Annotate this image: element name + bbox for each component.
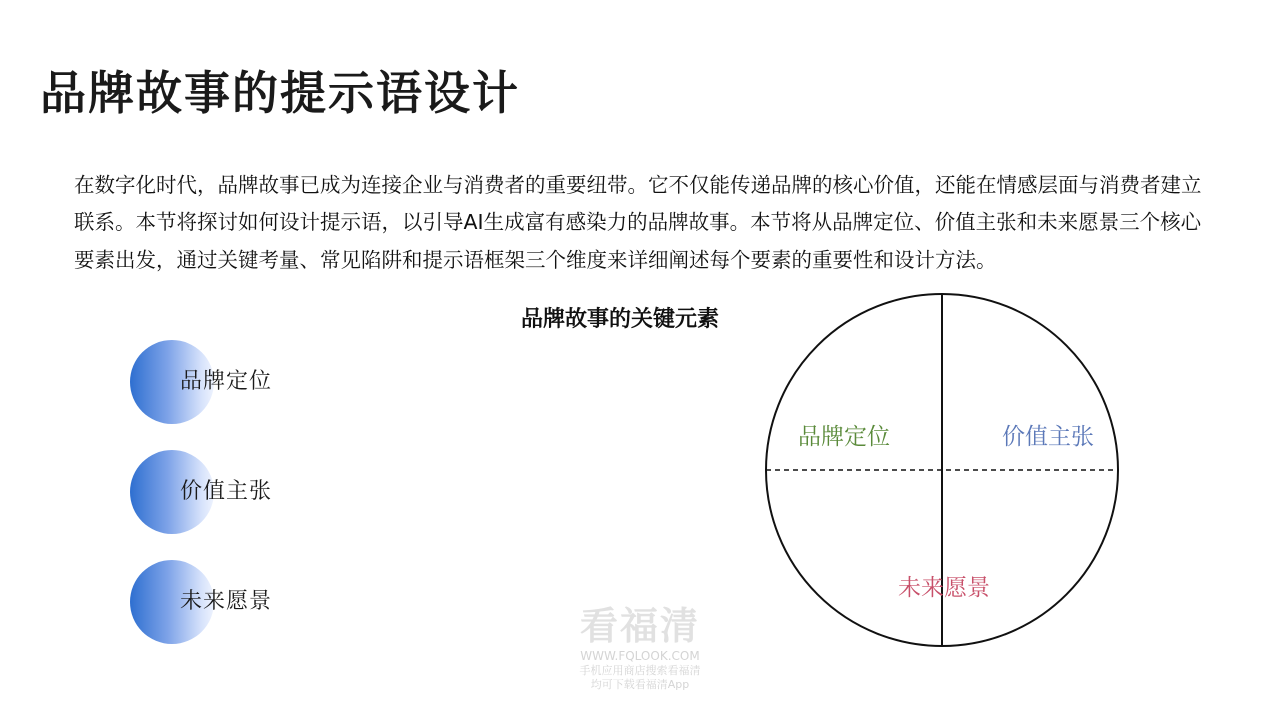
key-elements-list [130, 340, 430, 660]
element-item-future-vision [130, 560, 390, 644]
element-item-value-proposition [130, 450, 390, 534]
watermark-note-line2: 均可下载看福清App [590, 678, 690, 691]
diagram-title: 品牌故事的关键元素 [520, 307, 719, 332]
watermark [540, 604, 740, 692]
watermark-logo: 看福清 [579, 604, 700, 648]
element-item-brand-positioning [130, 340, 390, 424]
quadrant-label-top-left: 品牌定位 [798, 424, 890, 450]
element-label: 品牌定位 [180, 369, 273, 394]
watermark-note-line1: 手机应用商店搜索看福清 [579, 664, 701, 677]
quadrant-label-top-right: 价值主张 [1002, 424, 1094, 450]
element-label: 价值主张 [180, 479, 273, 504]
page-title: 品牌故事的提示语设计 [40, 65, 520, 120]
quadrant-circle-diagram [760, 290, 1124, 654]
quadrant-label-bottom: 未来愿景 [898, 575, 990, 601]
element-label: 未来愿景 [180, 589, 273, 614]
watermark-url: WWW.FQLOOK.COM [580, 649, 700, 663]
intro-paragraph: 在数字化时代，品牌故事已成为连接企业与消费者的重要纽带。它不仅能传递品牌的核心价值，还能在情感层面与消费者建立联系。本节将探讨如何设计提示语，以引导AI生成富有感染力的品牌故事。本节将从品牌定位、价值主张和未来愿景三个核心要素出发，通过关键考量、常见陷阱和提示语框架三个维度来详细阐述每个要素的重要性和设计方法。 [74, 172, 1202, 272]
